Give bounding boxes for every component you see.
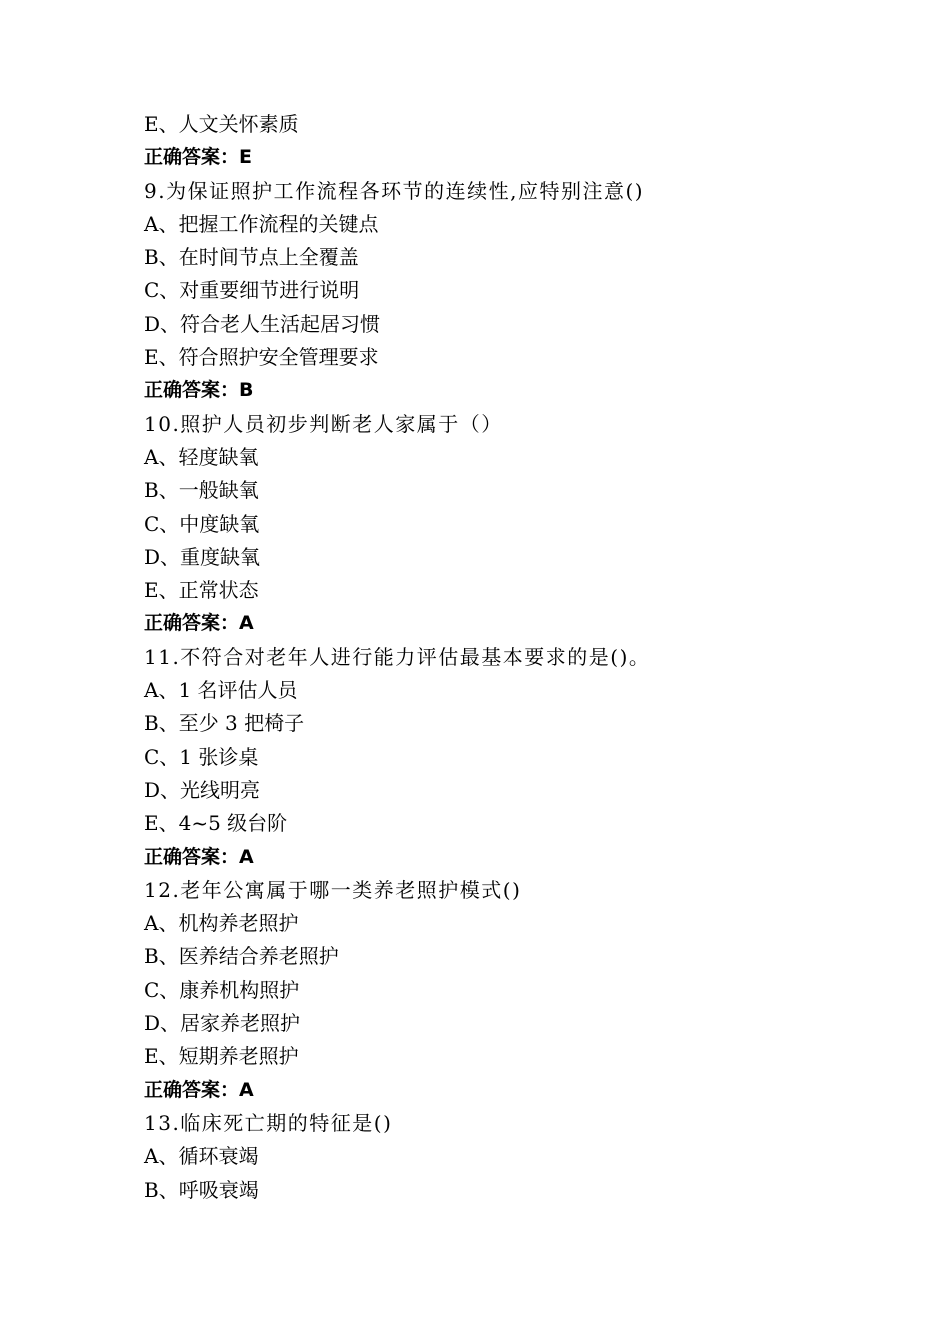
question-line: 12.老年公寓属于哪一类养老照护模式() [144,877,522,902]
question-line: 13.临床死亡期的特征是() [144,1110,393,1135]
option-line: A、机构养老照护 [144,911,299,936]
option-line: E、人文关怀素质 [144,112,299,136]
option-line: E、符合照护安全管理要求 [144,345,379,370]
option-line: D、光线明亮 [144,777,261,802]
option-line: A、轻度缺氧 [144,444,259,469]
option-line: B、一般缺氧 [144,478,259,503]
option-line: C、1 张诊桌 [144,744,259,769]
question-line: 9.为保证照护工作流程各环节的连续性,应特别注意() [144,178,645,203]
option-line: B、在时间节点上全覆盖 [144,245,359,270]
option-line: A、把握工作流程的关键点 [144,211,379,236]
option-line: D、居家养老照护 [144,1011,301,1036]
answer-line: 正确答案：E [144,146,252,169]
question-line: 10.照护人员初步判断老人家属于（） [144,411,503,436]
option-line: E、正常状态 [144,578,259,603]
option-line: D、符合老人生活起居习惯 [144,311,381,336]
option-line: C、康养机构照护 [144,977,300,1002]
option-line: B、呼吸衰竭 [144,1177,259,1202]
option-line: B、至少 3 把椅子 [144,711,305,736]
option-line: D、重度缺氧 [144,544,261,569]
option-line: C、对重要细节进行说明 [144,278,360,303]
answer-line: 正确答案：B [144,379,254,402]
question-line: 11.不符合对老年人进行能力评估最基本要求的是()。 [144,644,651,669]
option-line: E、短期养老照护 [144,1044,299,1069]
document-page [144,108,864,1207]
answer-line: 正确答案：A [144,612,254,635]
option-line: B、医养结合养老照护 [144,944,339,969]
answer-line: 正确答案：A [144,1078,254,1101]
option-line: E、4~5 级台阶 [144,811,288,836]
option-line: C、中度缺氧 [144,511,260,536]
option-line: A、1 名评估人员 [144,678,298,703]
option-line: A、循环衰竭 [144,1144,259,1169]
answer-line: 正确答案：A [144,845,254,868]
